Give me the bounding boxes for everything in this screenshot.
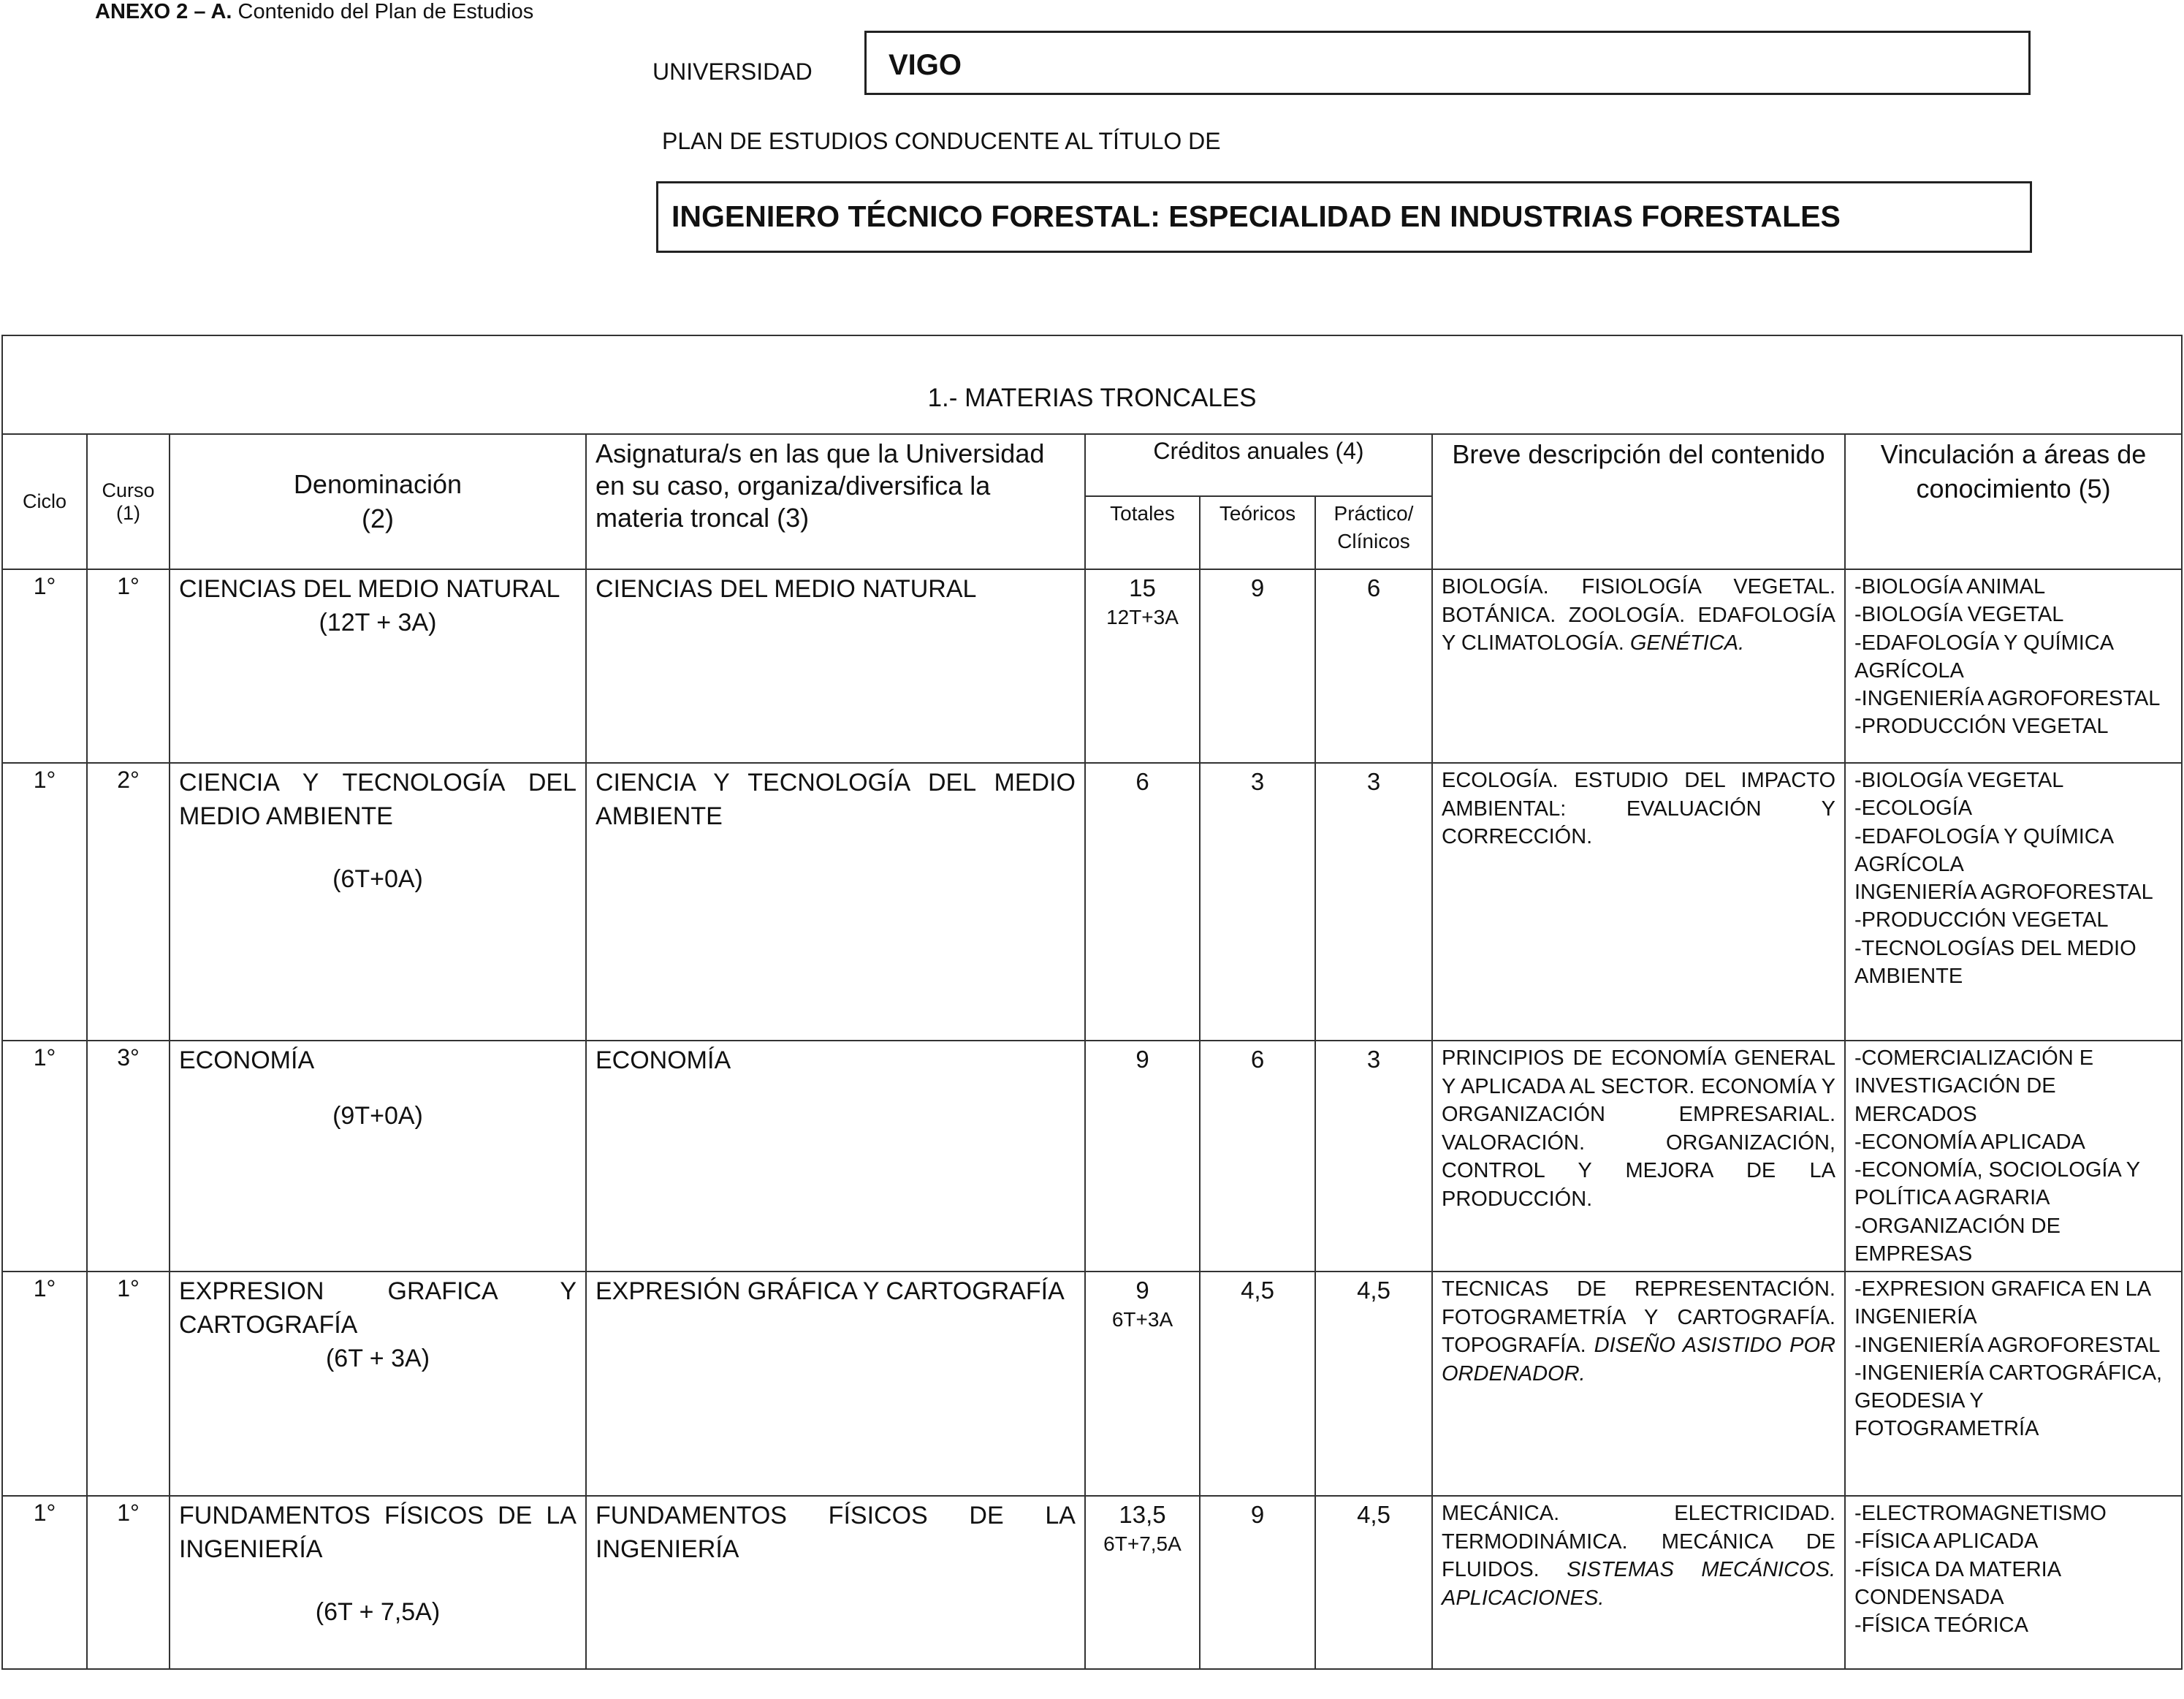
row-practicos: 6 [1315,569,1432,763]
row-vinculacion [1845,1041,2182,1272]
row-denominacion-text: EXPRESION GRAFICA Y CARTOGRAFÍA [179,1277,577,1339]
row-descripcion [1432,569,1845,763]
row-practicos: 4,5 [1315,1496,1432,1669]
vinculacion-item: -ECONOMÍA, SOCIOLOGÍA Y POLÍTICA AGRARIA [1854,1158,2140,1210]
row-denominacion-credits: (9T+0A) [332,1101,423,1130]
vinculacion-item: -BIOLOGÍA ANIMAL [1854,575,2046,598]
row-totales [1085,1041,1200,1272]
row-totales [1085,569,1200,763]
vinculacion-item: -FÍSICA TEÓRICA [1854,1614,2028,1638]
header-practicos: Práctico/ Clínicos [1315,496,1432,569]
vinculacion-item: -ECONOMÍA APLICADA [1854,1130,2085,1154]
row-totales-value: 6 [1135,768,1149,795]
row-denominacion-credits: (6T + 3A) [325,1344,430,1372]
row-asignatura: CIENCIA Y TECNOLOGÍA DEL MEDIO AMBIENTE [586,763,1085,1041]
vinculacion-item: -COMERCIALIZACIÓN E INVESTIGACIÓN DE MERCADOS [1854,1046,2094,1126]
row-ciclo: 1° [2,1272,87,1496]
header-teoricos: Teóricos [1200,496,1315,569]
row-totales-value: 15 [1129,574,1156,601]
table-row [2,569,2182,763]
row-totales-value: 9 [1135,1046,1149,1073]
row-teoricos: 6 [1200,1041,1315,1272]
row-descripcion-text: BIOLOGÍA. FISIOLOGÍA VEGETAL. BOTÁNICA. ZOOLOGÍA. EDAFOLOGÍA Y CLIMATOLOGÍA. [1442,575,1835,655]
row-vinculacion [1845,763,2182,1041]
row-totales-split: 12T+3A [1106,605,1179,628]
row-ciclo: 1° [2,763,87,1041]
table-row [2,1272,2182,1496]
row-denominacion-credits: (6T+0A) [332,864,423,893]
vinculacion-item: -EDAFOLOGÍA Y QUÍMICA AGRÍCOLA [1854,824,2113,876]
vinculacion-item: -EDAFOLOGÍA Y QUÍMICA AGRÍCOLA [1854,631,2113,683]
materias-table [1,335,2183,1670]
row-totales [1085,763,1200,1041]
row-totales-value: 13,5 [1119,1501,1166,1529]
row-descripcion [1432,763,1845,1041]
row-denominacion [170,569,586,763]
header-curso-label: Curso [102,479,155,501]
row-teoricos: 3 [1200,763,1315,1041]
row-totales-split: 6T+7,5A [1103,1532,1182,1556]
header-creditos: Créditos anuales (4) [1085,434,1432,496]
row-denominacion-text: CIENCIAS DEL MEDIO NATURAL [179,575,560,603]
header-asignatura: Asignatura/s en las que la Universidad en su caso, organiza/diversifica la materia troncal (3) [586,434,1085,569]
row-ciclo: 1° [2,569,87,763]
row-curso: 1° [87,569,170,763]
row-denominacion [170,1041,586,1272]
vinculacion-item: -PRODUCCIÓN VEGETAL [1854,908,2109,932]
row-totales [1085,1272,1200,1496]
vinculacion-item: -INGENIERÍA CARTOGRÁFICA, GEODESIA Y FOTOGRAMETRÍA [1854,1361,2163,1441]
row-totales-value: 9 [1135,1277,1149,1304]
row-descripcion-text: PRINCIPIOS DE ECONOMÍA GENERAL Y APLICADA AL SECTOR. ECONOMÍA Y ORGANIZACIÓN EMPRESARIAL. VALORACIÓN. ORGANIZACIÓN, CONTROL Y MEJORA DE LA PRODUCCIÓN. [1442,1046,1835,1211]
table-row [2,1496,2182,1669]
row-descripcion [1432,1272,1845,1496]
header-ciclo: Ciclo [2,434,87,569]
vinculacion-item: -INGENIERÍA AGROFORESTAL [1854,687,2161,711]
row-practicos: 4,5 [1315,1272,1432,1496]
row-asignatura: CIENCIAS DEL MEDIO NATURAL [586,569,1085,763]
vinculacion-item: -EXPRESION GRAFICA EN LA INGENIERÍA [1854,1277,2150,1329]
vinculacion-item: -INGENIERÍA AGROFORESTAL [1854,1333,2161,1357]
row-teoricos: 9 [1200,1496,1315,1669]
university-value: VIGO [889,49,962,81]
row-vinculacion [1845,1272,2182,1496]
row-ciclo: 1° [2,1041,87,1272]
row-descripcion-text: TECNICAS DE REPRESENTACIÓN. FOTOGRAMETRÍA Y CARTOGRAFÍA. TOPOGRAFÍA. [1442,1277,1835,1358]
header-vinculacion: Vinculación a áreas de conocimiento (5) [1845,434,2182,569]
vinculacion-item: -FÍSICA APLICADA [1854,1529,2039,1554]
degree-title-field [656,181,2032,253]
row-descripcion [1432,1041,1845,1272]
header-curso [87,434,170,569]
row-denominacion-text: ECONOMÍA [179,1046,315,1074]
vinculacion-item: -TECNOLOGÍAS DEL MEDIO AMBIENTE [1854,936,2137,988]
row-denominacion [170,763,586,1041]
row-totales-split: 6T+3A [1111,1308,1173,1331]
row-teoricos: 4,5 [1200,1272,1315,1496]
header-totales: Totales [1085,496,1200,569]
row-ciclo: 1° [2,1496,87,1669]
row-teoricos: 9 [1200,569,1315,763]
row-denominacion-text: CIENCIA Y TECNOLOGÍA DEL MEDIO AMBIENTE [179,769,577,830]
row-vinculacion [1845,569,2182,763]
row-descripcion-text: ECOLOGÍA. ESTUDIO DEL IMPACTO AMBIENTAL: EVALUACIÓN Y CORRECCIÓN. [1442,769,1835,849]
header-denominacion-note: (2) [362,503,394,533]
row-curso: 3° [87,1041,170,1272]
row-curso: 2° [87,763,170,1041]
row-denominacion [170,1496,586,1669]
row-denominacion-credits: (6T + 7,5A) [315,1597,441,1626]
row-denominacion-text: FUNDAMENTOS FÍSICOS DE LA INGENIERÍA [179,1502,577,1564]
vinculacion-item: -ECOLOGÍA [1854,797,1973,821]
plan-label: PLAN DE ESTUDIOS CONDUCENTE AL TÍTULO DE [662,128,1221,154]
table-row [2,763,2182,1041]
header-denominacion-label: Denominación [293,468,463,499]
row-descripcion-italic: DISEÑO ASISTIDO POR ORDENADOR. [1442,1334,1835,1386]
university-field [864,31,2031,95]
annex-heading [95,0,533,24]
university-label: UNIVERSIDAD [652,58,813,85]
row-curso: 1° [87,1272,170,1496]
vinculacion-item: -BIOLOGÍA VEGETAL [1854,769,2064,792]
row-curso: 1° [87,1496,170,1669]
row-denominacion-credits: (12T + 3A) [319,608,437,636]
vinculacion-item: -PRODUCCIÓN VEGETAL [1854,715,2109,739]
header-descripcion: Breve descripción del contenido [1432,434,1845,569]
annex-label: ANEXO 2 – A. [95,0,232,23]
vinculacion-item: -ELECTROMAGNETISMO [1854,1502,2107,1526]
row-practicos: 3 [1315,1041,1432,1272]
row-asignatura: ECONOMÍA [586,1041,1085,1272]
row-descripcion [1432,1496,1845,1669]
annex-subtitle: Contenido del Plan de Estudios [237,0,534,23]
row-totales [1085,1496,1200,1669]
vinculacion-item: -BIOLOGÍA VEGETAL [1854,603,2064,627]
table-row [2,1041,2182,1272]
row-practicos: 3 [1315,763,1432,1041]
table-title: 1.- MATERIAS TRONCALES [2,335,2182,434]
header-curso-note: (1) [116,501,140,524]
row-descripcion-italic: SISTEMAS MECÁNICOS. APLICACIONES. [1442,1558,1836,1610]
vinculacion-item: -FÍSICA DA MATERIA CONDENSADA [1854,1557,2061,1609]
row-descripcion-italic: GENÉTICA. [1629,631,1745,655]
vinculacion-item: -ORGANIZACIÓN DE EMPRESAS [1854,1214,2061,1266]
header-denominacion [170,434,586,569]
row-asignatura: FUNDAMENTOS FÍSICOS DE LA INGENIERÍA [586,1496,1085,1669]
row-denominacion [170,1272,586,1496]
row-asignatura: EXPRESIÓN GRÁFICA Y CARTOGRAFÍA [586,1272,1085,1496]
row-vinculacion [1845,1496,2182,1669]
degree-title: INGENIERO TÉCNICO FORESTAL: ESPECIALIDAD EN INDUSTRIAS FORESTALES [671,199,1841,233]
vinculacion-item: INGENIERÍA AGROFORESTAL [1854,881,2153,905]
row-descripcion-text: MECÁNICA. ELECTRICIDAD. TERMODINÁMICA. MECÁNICA DE FLUIDOS. [1442,1502,1835,1582]
